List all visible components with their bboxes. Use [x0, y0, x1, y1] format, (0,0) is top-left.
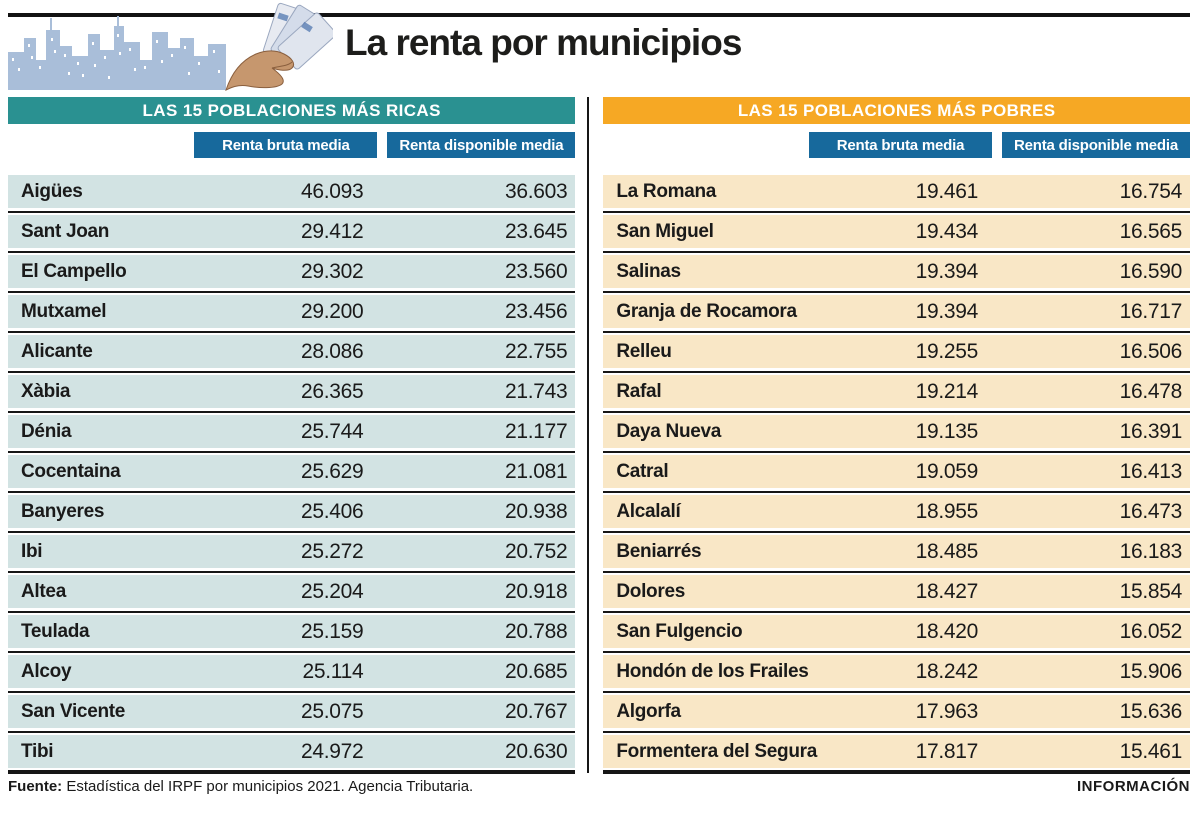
- table-richest-rows: [8, 175, 575, 768]
- table-row: [8, 335, 575, 368]
- municipality-name: Altea: [21, 580, 66, 602]
- renta-disponible-value: 16.565: [1119, 219, 1182, 243]
- municipality-name: Salinas: [616, 260, 681, 282]
- renta-disponible-value: 20.752: [504, 539, 568, 563]
- table-row: [8, 495, 575, 528]
- city-skyline-icon: [8, 16, 226, 95]
- renta-bruta-value: 25.629: [300, 459, 364, 483]
- table-row: [603, 695, 1190, 728]
- footer: [8, 778, 1190, 795]
- table-poorest-header: LAS 15 POBLACIONES MÁS POBRES: [603, 97, 1190, 124]
- table-row: [603, 295, 1190, 328]
- table-row: [8, 255, 575, 288]
- renta-disponible-value: 21.177: [504, 419, 568, 443]
- municipality-name: Alicante: [21, 340, 93, 362]
- renta-disponible-value: 16.473: [1119, 499, 1182, 523]
- renta-disponible-value: 23.456: [504, 299, 568, 323]
- renta-disponible-value: 16.183: [1119, 539, 1182, 563]
- table-row: [603, 215, 1190, 248]
- table-row: [603, 535, 1190, 568]
- renta-disponible-value: 16.413: [1119, 459, 1182, 483]
- renta-bruta-value: 25.075: [300, 699, 364, 723]
- municipality-name: Teulada: [21, 620, 90, 642]
- municipality-name: Algorfa: [616, 700, 681, 722]
- renta-disponible-value: 16.391: [1119, 419, 1182, 443]
- renta-bruta-value: 17.963: [915, 699, 978, 723]
- column-header-renta-disponible: Renta disponible media: [387, 132, 575, 158]
- table-row: [8, 535, 575, 568]
- table-row: [8, 655, 575, 688]
- municipality-name: Relleu: [616, 340, 672, 362]
- renta-bruta-value: 18.485: [915, 539, 978, 563]
- publication-brand: INFORMACIÓN: [1077, 778, 1190, 795]
- renta-bruta-value: 18.420: [915, 619, 978, 643]
- municipality-name: La Romana: [616, 180, 717, 202]
- renta-bruta-value: 19.394: [915, 259, 978, 283]
- table-poorest: [603, 97, 1190, 775]
- table-row: [603, 575, 1190, 608]
- renta-bruta-value: 17.817: [915, 739, 978, 763]
- table-row: [8, 375, 575, 408]
- renta-bruta-value: 29.200: [300, 299, 364, 323]
- renta-bruta-value: 19.255: [915, 339, 978, 363]
- table-row: [603, 255, 1190, 288]
- municipality-name: Banyeres: [21, 500, 105, 522]
- municipality-name: Daya Nueva: [616, 420, 722, 442]
- municipality-name: Ibi: [21, 540, 43, 562]
- table-row: [8, 695, 575, 728]
- municipality-name: Hondón de los Frailes: [616, 660, 809, 682]
- table-row: [603, 375, 1190, 408]
- table-row: [8, 295, 575, 328]
- renta-disponible-value: 23.645: [504, 219, 568, 243]
- municipality-name: Granja de Rocamora: [616, 300, 797, 322]
- renta-disponible-value: 16.478: [1119, 379, 1182, 403]
- renta-bruta-value: 26.365: [300, 379, 364, 403]
- table-row: [8, 215, 575, 248]
- table-row: [603, 735, 1190, 768]
- renta-bruta-value: 24.972: [300, 739, 364, 763]
- renta-disponible-value: 21.743: [504, 379, 568, 403]
- source-text: Estadística del IRPF por municipios 2021. Agencia Tributaria.: [62, 778, 474, 795]
- renta-bruta-value: 18.242: [915, 659, 978, 683]
- table-row: [8, 575, 575, 608]
- table-row: [8, 415, 575, 448]
- table-richest: [8, 97, 575, 775]
- renta-bruta-value: 25.744: [300, 419, 364, 443]
- renta-disponible-value: 16.717: [1119, 299, 1182, 323]
- column-header-renta-bruta: Renta bruta media: [194, 132, 377, 158]
- table-row: [603, 415, 1190, 448]
- renta-bruta-value: 19.394: [915, 299, 978, 323]
- renta-disponible-value: 16.506: [1119, 339, 1182, 363]
- tables-area: [8, 97, 1190, 775]
- renta-bruta-value: 25.406: [300, 499, 364, 523]
- renta-disponible-value: 20.685: [504, 659, 568, 683]
- renta-bruta-value: 25.159: [300, 619, 364, 643]
- table-row: [603, 655, 1190, 688]
- renta-disponible-value: 15.636: [1119, 699, 1182, 723]
- municipality-name: Sant Joan: [21, 220, 110, 242]
- renta-bruta-value: 29.412: [300, 219, 364, 243]
- renta-disponible-value: 21.081: [504, 459, 568, 483]
- renta-disponible-value: 20.788: [504, 619, 568, 643]
- municipality-name: Dolores: [616, 580, 685, 602]
- table-row: [8, 175, 575, 208]
- vertical-divider: [587, 97, 589, 773]
- renta-disponible-value: 20.918: [504, 579, 568, 603]
- column-header-renta-bruta: Renta bruta media: [809, 132, 992, 158]
- page-title: La renta por municipios: [345, 22, 742, 63]
- municipality-name: Tibi: [21, 740, 54, 762]
- municipality-name: San Miguel: [616, 220, 714, 242]
- table-row: [603, 175, 1190, 208]
- renta-bruta-value: 19.434: [915, 219, 978, 243]
- renta-disponible-value: 16.590: [1119, 259, 1182, 283]
- municipality-name: Catral: [616, 460, 669, 482]
- municipality-name: Dénia: [21, 420, 72, 442]
- municipality-name: Rafal: [616, 380, 662, 402]
- renta-bruta-value: 25.272: [300, 539, 364, 563]
- renta-disponible-value: 20.630: [504, 739, 568, 763]
- table-poorest-column-headers: [603, 132, 1190, 158]
- table-richest-header: LAS 15 POBLACIONES MÁS RICAS: [8, 97, 575, 124]
- municipality-name: Formentera del Segura: [616, 740, 817, 762]
- municipality-name: Alcoy: [21, 660, 72, 682]
- renta-bruta-value: 19.059: [915, 459, 978, 483]
- renta-disponible-value: 36.603: [504, 179, 568, 203]
- renta-disponible-value: 23.560: [504, 259, 568, 283]
- table-row: [8, 455, 575, 488]
- renta-bruta-value: 18.955: [915, 499, 978, 523]
- municipality-name: El Campello: [21, 260, 127, 282]
- renta-disponible-value: 15.854: [1119, 579, 1182, 603]
- table-richest-column-headers: [8, 132, 575, 158]
- table-row: [603, 455, 1190, 488]
- municipality-name: Beniarrés: [616, 540, 702, 562]
- renta-bruta-value: 28.086: [300, 339, 364, 363]
- table-row: [603, 335, 1190, 368]
- renta-bruta-value: 19.461: [915, 179, 978, 203]
- table-row: [603, 495, 1190, 528]
- hand-with-money-icon: [218, 2, 333, 97]
- table-row: [8, 735, 575, 768]
- renta-bruta-value: 29.302: [300, 259, 364, 283]
- municipality-name: San Vicente: [21, 700, 126, 722]
- renta-disponible-value: 16.754: [1119, 179, 1182, 203]
- renta-bruta-value: 25.204: [300, 579, 364, 603]
- municipality-name: Mutxamel: [21, 300, 107, 322]
- renta-bruta-value: 46.093: [300, 179, 364, 203]
- renta-disponible-value: 22.755: [504, 339, 568, 363]
- renta-bruta-value: 25.114: [302, 659, 364, 683]
- source-note: [8, 778, 473, 795]
- renta-disponible-value: 20.938: [504, 499, 568, 523]
- renta-disponible-value: 20.767: [504, 699, 568, 723]
- renta-bruta-value: 19.135: [915, 419, 978, 443]
- renta-bruta-value: 18.427: [915, 579, 978, 603]
- renta-bruta-value: 19.214: [915, 379, 978, 403]
- renta-disponible-value: 15.906: [1119, 659, 1182, 683]
- column-header-renta-disponible: Renta disponible media: [1002, 132, 1190, 158]
- table-row: [603, 615, 1190, 648]
- table-poorest-rows: [603, 175, 1190, 768]
- municipality-name: Xàbia: [21, 380, 71, 402]
- municipality-name: San Fulgencio: [616, 620, 743, 642]
- municipality-name: Alcalalí: [616, 500, 681, 522]
- renta-disponible-value: 16.052: [1119, 619, 1182, 643]
- source-label: Fuente:: [8, 778, 63, 795]
- municipality-name: Aigües: [21, 180, 83, 202]
- table-row: [8, 615, 575, 648]
- municipality-name: Cocentaina: [21, 460, 121, 482]
- renta-disponible-value: 15.461: [1119, 739, 1182, 763]
